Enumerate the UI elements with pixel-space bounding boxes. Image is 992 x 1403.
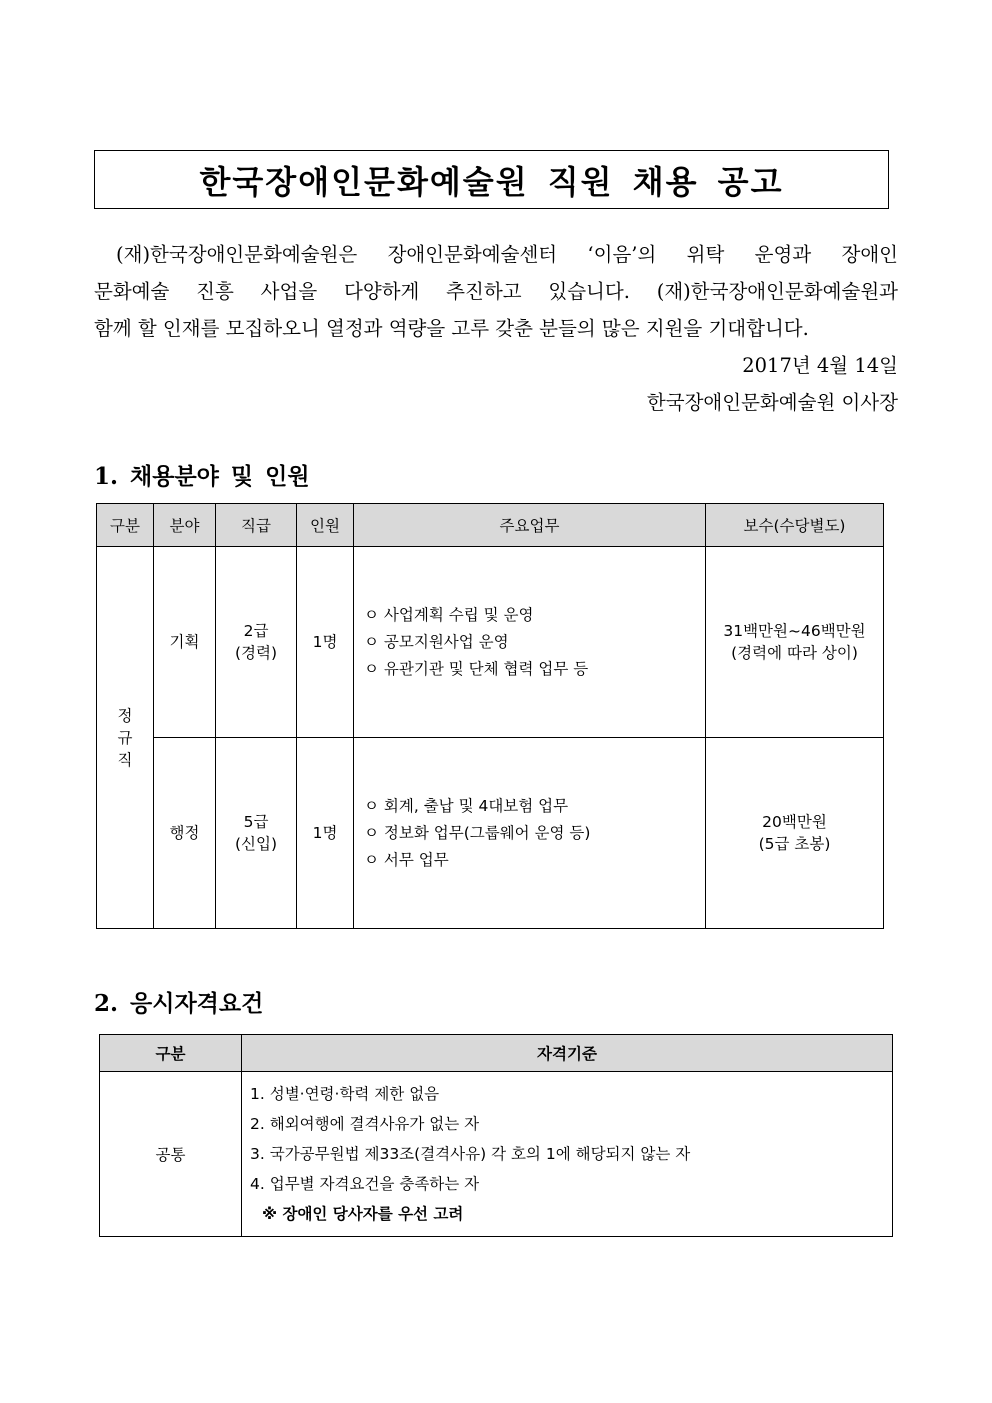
signer: 한국장애인문화예술원 이사장 — [646, 391, 898, 414]
pay-cell: 20백만원 (5급 초봉) — [706, 738, 884, 929]
criteria-item: 4. 업무별 자격요건을 충족하는 자 — [250, 1175, 480, 1193]
header-criteria: 자격기준 — [242, 1035, 893, 1072]
announcement-date: 2017년 4월 14일 — [742, 354, 898, 377]
header-grade: 직급 — [216, 504, 297, 547]
criteria-item: 3. 국가공무원법 제33조(결격사유) 각 호의 1에 해당되지 않는 자 — [250, 1145, 691, 1163]
table-row — [97, 738, 884, 929]
table-row — [97, 547, 884, 738]
table-header-row — [100, 1035, 893, 1072]
duty-item: ㅇ 유관기관 및 단체 협력 업무 등 — [364, 659, 589, 678]
duties-cell — [354, 738, 706, 929]
field-cell: 행정 — [154, 738, 216, 929]
category-regular: 정 규 직 — [97, 547, 154, 929]
duty-item: ㅇ 공모지원사업 운영 — [364, 632, 509, 651]
grade-cell: 5급 (신입) — [216, 738, 297, 929]
section-heading-recruitment: 1. 채용분야 및 인원 — [94, 463, 310, 490]
qualifications-table — [99, 1034, 893, 1237]
intro-paragraph — [94, 236, 898, 421]
header-field: 분야 — [154, 504, 216, 547]
header-category: 구분 — [97, 504, 154, 547]
grade-cell: 2급 (경력) — [216, 547, 297, 738]
table-row — [100, 1072, 893, 1237]
count-cell: 1명 — [297, 547, 354, 738]
page-title: 한국장애인문화예술원 직원 채용 공고 — [199, 162, 784, 201]
section-heading-qualifications: 2. 응시자격요건 — [94, 990, 264, 1017]
duty-item: ㅇ 회계, 출납 및 4대보험 업무 — [364, 796, 569, 815]
intro-line-2: 문화예술 진흥 사업을 다양하게 추진하고 있습니다. (재)한국장애인문화예술원과 — [94, 280, 898, 303]
header-pay: 보수(수당별도) — [706, 504, 884, 547]
title-box — [94, 150, 889, 209]
priority-note: ※ 장애인 당사자를 우선 고려 — [262, 1205, 464, 1223]
intro-line-3: 함께 할 인재를 모집하오니 열정과 역량을 고루 갖춘 분들의 많은 지원을 기대합니다. — [94, 317, 809, 340]
header-duties: 주요업무 — [354, 504, 706, 547]
category-common: 공통 — [100, 1072, 242, 1237]
duties-cell — [354, 547, 706, 738]
intro-line-1: (재)한국장애인문화예술원은 장애인문화예술센터 ‘이음’의 위탁 운영과 장애인 — [116, 243, 898, 266]
header-count: 인원 — [297, 504, 354, 547]
recruitment-table — [96, 503, 884, 929]
criteria-cell — [242, 1072, 893, 1237]
pay-cell: 31백만원~46백만원 (경력에 따라 상이) — [706, 547, 884, 738]
duty-item: ㅇ 서무 업무 — [364, 850, 449, 869]
duty-item: ㅇ 정보화 업무(그룹웨어 운영 등) — [364, 823, 591, 842]
header-category: 구분 — [100, 1035, 242, 1072]
criteria-item: 1. 성별·연령·학력 제한 없음 — [250, 1085, 440, 1103]
criteria-item: 2. 해외여행에 결격사유가 없는 자 — [250, 1115, 480, 1133]
count-cell: 1명 — [297, 738, 354, 929]
field-cell: 기획 — [154, 547, 216, 738]
table-header-row — [97, 504, 884, 547]
duty-item: ㅇ 사업계획 수립 및 운영 — [364, 605, 534, 624]
